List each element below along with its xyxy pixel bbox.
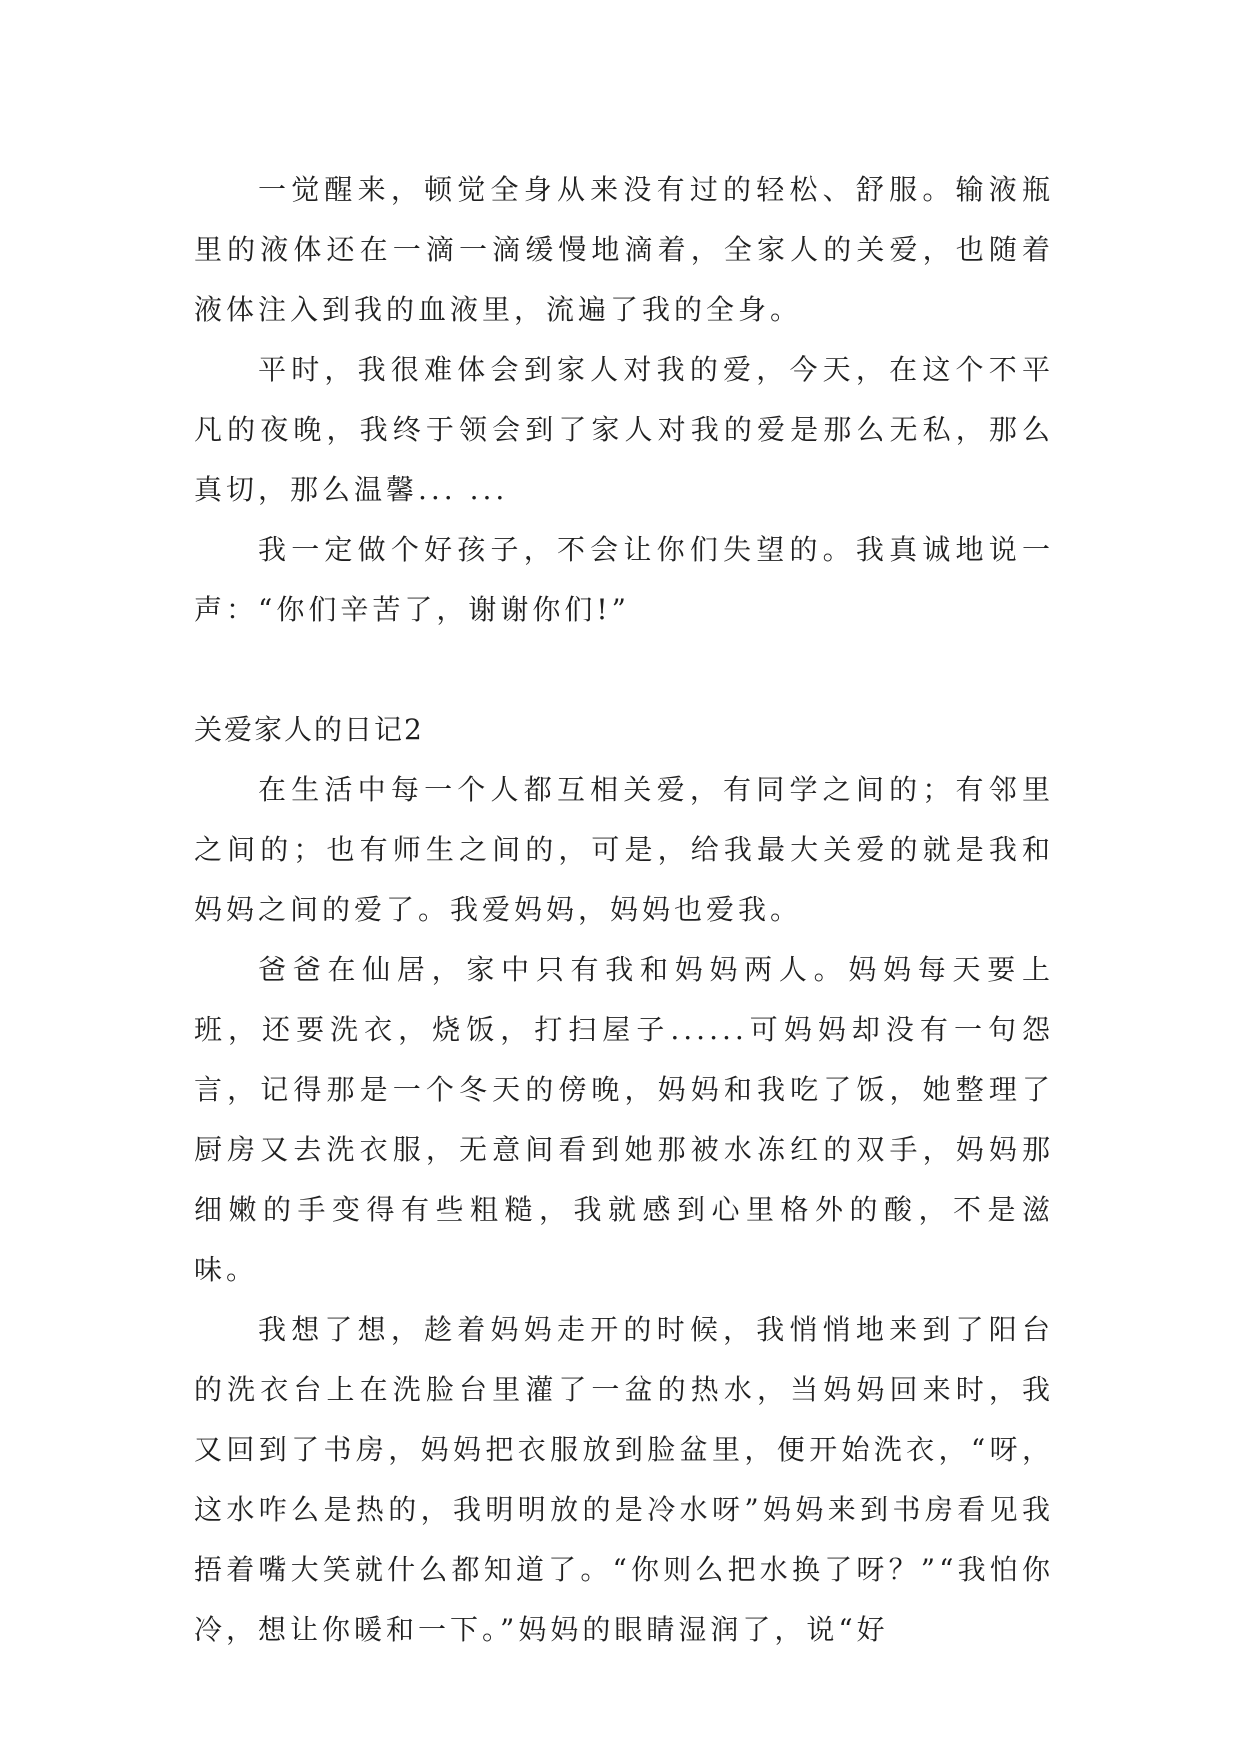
paragraph: 我想了想，趁着妈妈走开的时候，我悄悄地来到了阳台的洗衣台上在洗脸台里灌了一盆的热水，当妈妈回来时，我又回到了书房，妈妈把衣服放到脸盆里，便开始洗衣，“呀，这水咋么是热的，我明明放的是冷水呀”妈妈来到书房看见我捂着嘴大笑就什么都知道了。“你则么把水换了呀？”“我怕你冷，想让你暖和一下。”妈妈的眼睛湿润了，说“好 [194,1313,1054,1646]
section-spacer [194,640,1054,700]
paragraph: 一觉醒来，顿觉全身从来没有过的轻松、舒服。输液瓶里的液体还在一滴一滴缓慢地滴着，全家人的关爱，也随着液体注入到我的血液里，流遍了我的全身。 [194,173,1054,326]
paragraph: 平时，我很难体会到家人对我的爱，今天，在这个不平凡的夜晚，我终于领会到了家人对我的爱是那么无私，那么真切，那么温馨... ... [194,353,1054,506]
paragraph: 在生活中每一个人都互相关爱，有同学之间的；有邻里之间的；也有师生之间的，可是，给我最大关爱的就是我和妈妈之间的爱了。我爱妈妈，妈妈也爱我。 [194,773,1054,926]
paragraph: 爸爸在仙居，家中只有我和妈妈两人。妈妈每天要上班，还要洗衣，烧饭，打扫屋子......可妈妈却没有一句怨言，记得那是一个冬天的傍晚，妈妈和我吃了饭，她整理了厨房又去洗衣服，无意间看到她那被水冻红的双手，妈妈那细嫩的手变得有些粗糙，我就感到心里格外的酸，不是滋味。 [194,953,1054,1286]
document-body [194,160,1054,1660]
paragraph: 我一定做个好孩子，不会让你们失望的。我真诚地说一声：“你们辛苦了，谢谢你们!” [194,533,1054,626]
section-title: 关爱家人的日记2 [194,713,424,746]
